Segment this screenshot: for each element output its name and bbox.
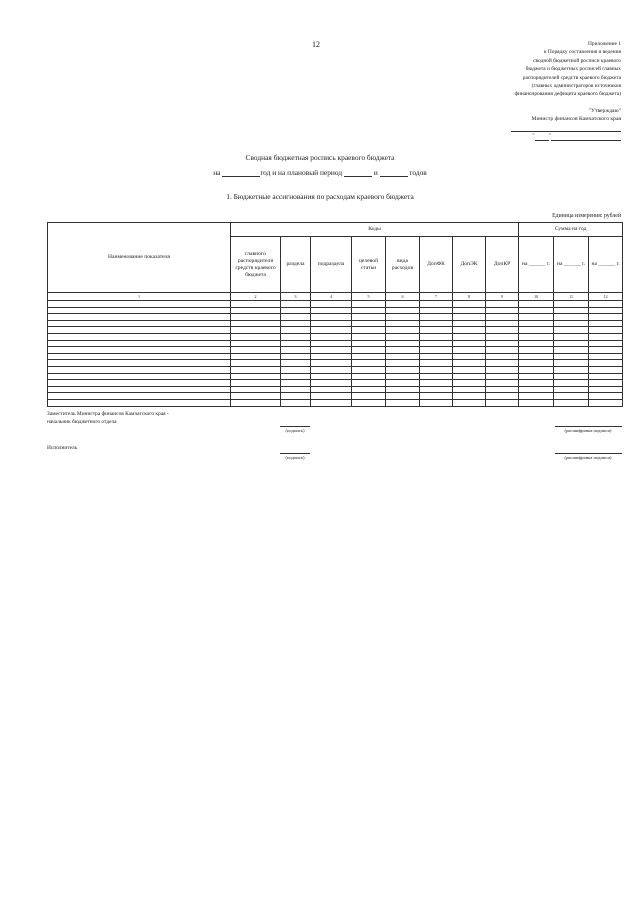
- header-sums: Сумма на год: [519, 223, 623, 237]
- table-cell: [281, 307, 311, 314]
- signer-department: начальник бюджетного отдела: [47, 419, 117, 425]
- table-cell: [281, 353, 311, 360]
- table-cell: [311, 393, 352, 400]
- table-cell: [519, 320, 554, 327]
- sign-caption: (подпись): [285, 455, 305, 460]
- signature-line: [280, 453, 310, 454]
- table-cell: [231, 366, 281, 373]
- table-cell: [352, 360, 386, 367]
- table-cell: [352, 301, 386, 308]
- table-cell: [420, 360, 453, 367]
- table-cell: [519, 327, 554, 334]
- code-col-dopfk: ДопФК: [420, 237, 453, 293]
- table-cell: [519, 380, 554, 387]
- approval-label: "Утверждаю": [588, 108, 621, 114]
- sum-col-1: на ______ г.: [519, 237, 554, 293]
- appendix-line: распорядителей средств краевого бюджета: [522, 74, 621, 81]
- table-cell: [420, 307, 453, 314]
- col-number: 2: [231, 293, 281, 301]
- table-cell: [352, 399, 386, 406]
- table-cell: [48, 360, 231, 367]
- table-cell: [486, 386, 519, 393]
- section-title: 1. Бюджетные ассигнования по расходам краевого бюджета: [226, 192, 414, 201]
- table-cell: [589, 393, 623, 400]
- table-cell: [486, 333, 519, 340]
- table-cell: [589, 366, 623, 373]
- table-cell: [519, 353, 554, 360]
- name-line: [555, 426, 622, 427]
- col-number: 5: [352, 293, 386, 301]
- table-cell: [589, 399, 623, 406]
- col-number: 12: [589, 293, 623, 301]
- table-cell: [311, 314, 352, 321]
- table-cell: [281, 366, 311, 373]
- table-cell: [554, 347, 589, 354]
- table-row: [48, 366, 623, 373]
- table-cell: [48, 373, 231, 380]
- table-cell: [519, 301, 554, 308]
- table-row: [48, 301, 623, 308]
- table-cell: [231, 393, 281, 400]
- table-cell: [554, 307, 589, 314]
- col-number: 8: [453, 293, 486, 301]
- table-cell: [420, 386, 453, 393]
- date-quote-open: ": [532, 133, 535, 140]
- code-col-dopkr: ДопКР: [486, 237, 519, 293]
- table-cell: [420, 320, 453, 327]
- table-cell: [420, 340, 453, 347]
- table-cell: [420, 347, 453, 354]
- table-cell: [420, 366, 453, 373]
- table-cell: [311, 320, 352, 327]
- table-cell: [311, 360, 352, 367]
- table-cell: [420, 373, 453, 380]
- table-row: [48, 327, 623, 334]
- table-row: [48, 340, 623, 347]
- table-cell: [519, 314, 554, 321]
- table-cell: [48, 386, 231, 393]
- appendix-line: к Порядку составления и ведения: [543, 49, 621, 56]
- table-cell: [231, 327, 281, 334]
- table-cell: [386, 301, 420, 308]
- table-cell: [486, 353, 519, 360]
- table-cell: [554, 380, 589, 387]
- table-cell: [519, 366, 554, 373]
- signer-title: Заместитель Министра финансов Камчатского края -: [47, 411, 169, 417]
- table-cell: [519, 393, 554, 400]
- table-cell: [48, 314, 231, 321]
- table-cell: [486, 393, 519, 400]
- table-cell: [554, 373, 589, 380]
- table-row: [48, 333, 623, 340]
- approval-position: Министр финансов Камчатского края: [531, 116, 621, 123]
- page-number: 12: [312, 40, 320, 49]
- approval-block: [461, 107, 621, 141]
- table-cell: [281, 360, 311, 367]
- table-cell: [486, 360, 519, 367]
- table-cell: [231, 314, 281, 321]
- table-cell: [48, 380, 231, 387]
- table-cell: [589, 301, 623, 308]
- table-cell: [311, 340, 352, 347]
- table-cell: [519, 373, 554, 380]
- table-body: [48, 301, 623, 407]
- sum-col-2: на ______ г.: [554, 237, 589, 293]
- code-col-target: целевой статьи: [352, 237, 386, 293]
- table-cell: [554, 333, 589, 340]
- period-line: [0, 168, 640, 177]
- table-cell: [554, 386, 589, 393]
- table-cell: [519, 347, 554, 354]
- signature-block-2: [47, 444, 77, 452]
- appendix-line: бюджета и бюджетных росписей главных: [525, 66, 621, 73]
- period-and: и: [373, 168, 378, 177]
- header-codes: Коды: [231, 223, 519, 237]
- table-cell: [352, 314, 386, 321]
- table-cell: [554, 320, 589, 327]
- name-caption: (расшифровка подписи): [564, 428, 612, 433]
- table-cell: [486, 314, 519, 321]
- signature-block-1: [47, 410, 169, 426]
- table-cell: [48, 301, 231, 308]
- table-cell: [519, 386, 554, 393]
- table-cell: [453, 314, 486, 321]
- table-cell: [352, 327, 386, 334]
- table-cell: [352, 386, 386, 393]
- table-cell: [589, 327, 623, 334]
- appendix-line: Приложение 1: [588, 41, 621, 47]
- table-cell: [231, 301, 281, 308]
- table-cell: [453, 380, 486, 387]
- table-cell: [386, 340, 420, 347]
- table-cell: [486, 399, 519, 406]
- table-row: [48, 386, 623, 393]
- table-cell: [281, 314, 311, 321]
- table-row: [48, 360, 623, 367]
- table-cell: [554, 366, 589, 373]
- table-cell: [420, 301, 453, 308]
- table-cell: [554, 314, 589, 321]
- table-cell: [48, 347, 231, 354]
- table-cell: [281, 380, 311, 387]
- table-row: [48, 373, 623, 380]
- table-cell: [281, 301, 311, 308]
- table-cell: [386, 399, 420, 406]
- col-number: 10: [519, 293, 554, 301]
- col-number: 3: [281, 293, 311, 301]
- appendix-line: сводной бюджетной росписи краевого: [533, 57, 621, 64]
- table-cell: [48, 340, 231, 347]
- table-cell: [231, 333, 281, 340]
- table-cell: [48, 393, 231, 400]
- table-cell: [420, 399, 453, 406]
- table-cell: [420, 333, 453, 340]
- table-cell: [519, 360, 554, 367]
- table-cell: [386, 386, 420, 393]
- table-row: [48, 320, 623, 327]
- table-cell: [554, 360, 589, 367]
- code-col-gr: главного распорядителя средств краевого бюджета: [231, 237, 281, 293]
- table-cell: [231, 399, 281, 406]
- table-cell: [453, 353, 486, 360]
- table-cell: [420, 353, 453, 360]
- table-cell: [589, 360, 623, 367]
- table-cell: [48, 327, 231, 334]
- table-cell: [48, 333, 231, 340]
- table-cell: [589, 307, 623, 314]
- table-cell: [589, 386, 623, 393]
- table-cell: [386, 320, 420, 327]
- table-cell: [352, 340, 386, 347]
- table-cell: [589, 333, 623, 340]
- table-cell: [311, 307, 352, 314]
- appendix-block: [451, 40, 621, 99]
- table-cell: [554, 399, 589, 406]
- table-cell: [453, 327, 486, 334]
- table-cell: [453, 340, 486, 347]
- table-cell: [311, 366, 352, 373]
- table-cell: [281, 327, 311, 334]
- table-cell: [231, 320, 281, 327]
- table-cell: [589, 380, 623, 387]
- table-cell: [589, 347, 623, 354]
- document-title: Сводная бюджетная роспись краевого бюджета: [245, 153, 395, 162]
- table-cell: [486, 347, 519, 354]
- appendix-line: (главных администраторов источников: [531, 83, 621, 90]
- table-cell: [453, 320, 486, 327]
- period-prefix: на: [213, 168, 221, 177]
- table-cell: [48, 320, 231, 327]
- table-cell: [281, 340, 311, 347]
- table-cell: [352, 366, 386, 373]
- table-cell: [589, 320, 623, 327]
- table-cell: [386, 366, 420, 373]
- table-cell: [519, 307, 554, 314]
- table-cell: [453, 301, 486, 308]
- col-number: 4: [311, 293, 352, 301]
- table-cell: [311, 373, 352, 380]
- col-number: 7: [420, 293, 453, 301]
- table-cell: [231, 307, 281, 314]
- table-cell: [420, 314, 453, 321]
- table-cell: [386, 307, 420, 314]
- table-cell: [453, 307, 486, 314]
- table-cell: [453, 360, 486, 367]
- table-cell: [48, 307, 231, 314]
- table-cell: [453, 393, 486, 400]
- allocations-table: [47, 222, 623, 407]
- code-col-subsection: подраздела: [311, 237, 352, 293]
- sum-col-3: на ______ г.: [589, 237, 623, 293]
- code-col-section: раздела: [281, 237, 311, 293]
- table-cell: [486, 320, 519, 327]
- period-mid: год и на плановый период: [260, 168, 343, 177]
- table-cell: [386, 333, 420, 340]
- table-cell: [486, 301, 519, 308]
- table-cell: [231, 347, 281, 354]
- table-cell: [48, 353, 231, 360]
- period-suffix: годов: [409, 168, 427, 177]
- executor-label: Исполнитель: [47, 445, 78, 451]
- unit-label: Единица измерения: рублей: [552, 213, 621, 219]
- table-cell: [386, 373, 420, 380]
- table-cell: [311, 380, 352, 387]
- table-cell: [453, 366, 486, 373]
- table-cell: [311, 333, 352, 340]
- date-quote-close: ": [548, 133, 551, 140]
- table-cell: [281, 393, 311, 400]
- table-cell: [352, 373, 386, 380]
- appendix-line: финансирования дефицита краевого бюджета): [514, 91, 621, 98]
- table-cell: [519, 333, 554, 340]
- table-cell: [589, 373, 623, 380]
- table-cell: [281, 399, 311, 406]
- name-line: [555, 453, 622, 454]
- table-cell: [554, 327, 589, 334]
- signature-line: [280, 426, 310, 427]
- table-cell: [48, 366, 231, 373]
- table-cell: [281, 333, 311, 340]
- table-cell: [281, 347, 311, 354]
- table-cell: [352, 307, 386, 314]
- table-cell: [486, 307, 519, 314]
- col-number: 6: [386, 293, 420, 301]
- code-col-dopek: ДопЭК: [453, 237, 486, 293]
- table-cell: [486, 380, 519, 387]
- table-cell: [386, 327, 420, 334]
- approval-signature-line: [461, 124, 621, 132]
- table-cell: [519, 340, 554, 347]
- table-cell: [386, 360, 420, 367]
- table-cell: [486, 327, 519, 334]
- table-cell: [281, 386, 311, 393]
- col-number: 11: [554, 293, 589, 301]
- table-cell: [420, 380, 453, 387]
- table-cell: [386, 393, 420, 400]
- table-cell: [352, 347, 386, 354]
- table-cell: [352, 333, 386, 340]
- table-cell: [453, 399, 486, 406]
- table-row: [48, 380, 623, 387]
- table-cell: [311, 386, 352, 393]
- table-cell: [554, 393, 589, 400]
- table-cell: [554, 301, 589, 308]
- table-cell: [386, 347, 420, 354]
- table-cell: [386, 314, 420, 321]
- table-cell: [589, 353, 623, 360]
- table-cell: [231, 360, 281, 367]
- table-cell: [352, 353, 386, 360]
- table-cell: [311, 301, 352, 308]
- header-name: Наименование показателя: [48, 223, 231, 293]
- table-cell: [453, 386, 486, 393]
- table-cell: [486, 340, 519, 347]
- table-cell: [352, 320, 386, 327]
- table-cell: [453, 347, 486, 354]
- table-cell: [231, 386, 281, 393]
- code-col-expense-type: вида расходов: [386, 237, 420, 293]
- table-cell: [311, 399, 352, 406]
- name-caption: (расшифровка подписи): [564, 455, 612, 460]
- table-cell: [453, 333, 486, 340]
- table-cell: [554, 353, 589, 360]
- table-cell: [420, 393, 453, 400]
- table-cell: [519, 399, 554, 406]
- table-cell: [311, 353, 352, 360]
- table-cell: [281, 320, 311, 327]
- table-cell: [352, 393, 386, 400]
- table-cell: [486, 373, 519, 380]
- table-cell: [453, 373, 486, 380]
- table-cell: [281, 373, 311, 380]
- table-cell: [589, 340, 623, 347]
- table-row: [48, 393, 623, 400]
- table-cell: [352, 380, 386, 387]
- table-cell: [386, 353, 420, 360]
- col-number: 1: [48, 293, 231, 301]
- table-cell: [420, 327, 453, 334]
- table-cell: [311, 327, 352, 334]
- table-row: [48, 314, 623, 321]
- table-row: [48, 307, 623, 314]
- table-cell: [554, 340, 589, 347]
- table-row: [48, 353, 623, 360]
- table-row: [48, 399, 623, 406]
- table-cell: [311, 347, 352, 354]
- approval-date: [461, 132, 621, 140]
- table-cell: [48, 399, 231, 406]
- table-cell: [231, 373, 281, 380]
- table-cell: [231, 380, 281, 387]
- table-row: [48, 347, 623, 354]
- table-cell: [589, 314, 623, 321]
- table-cell: [486, 366, 519, 373]
- sign-caption: (подпись): [285, 428, 305, 433]
- table-cell: [231, 340, 281, 347]
- table-cell: [386, 380, 420, 387]
- col-number: 9: [486, 293, 519, 301]
- table-cell: [231, 353, 281, 360]
